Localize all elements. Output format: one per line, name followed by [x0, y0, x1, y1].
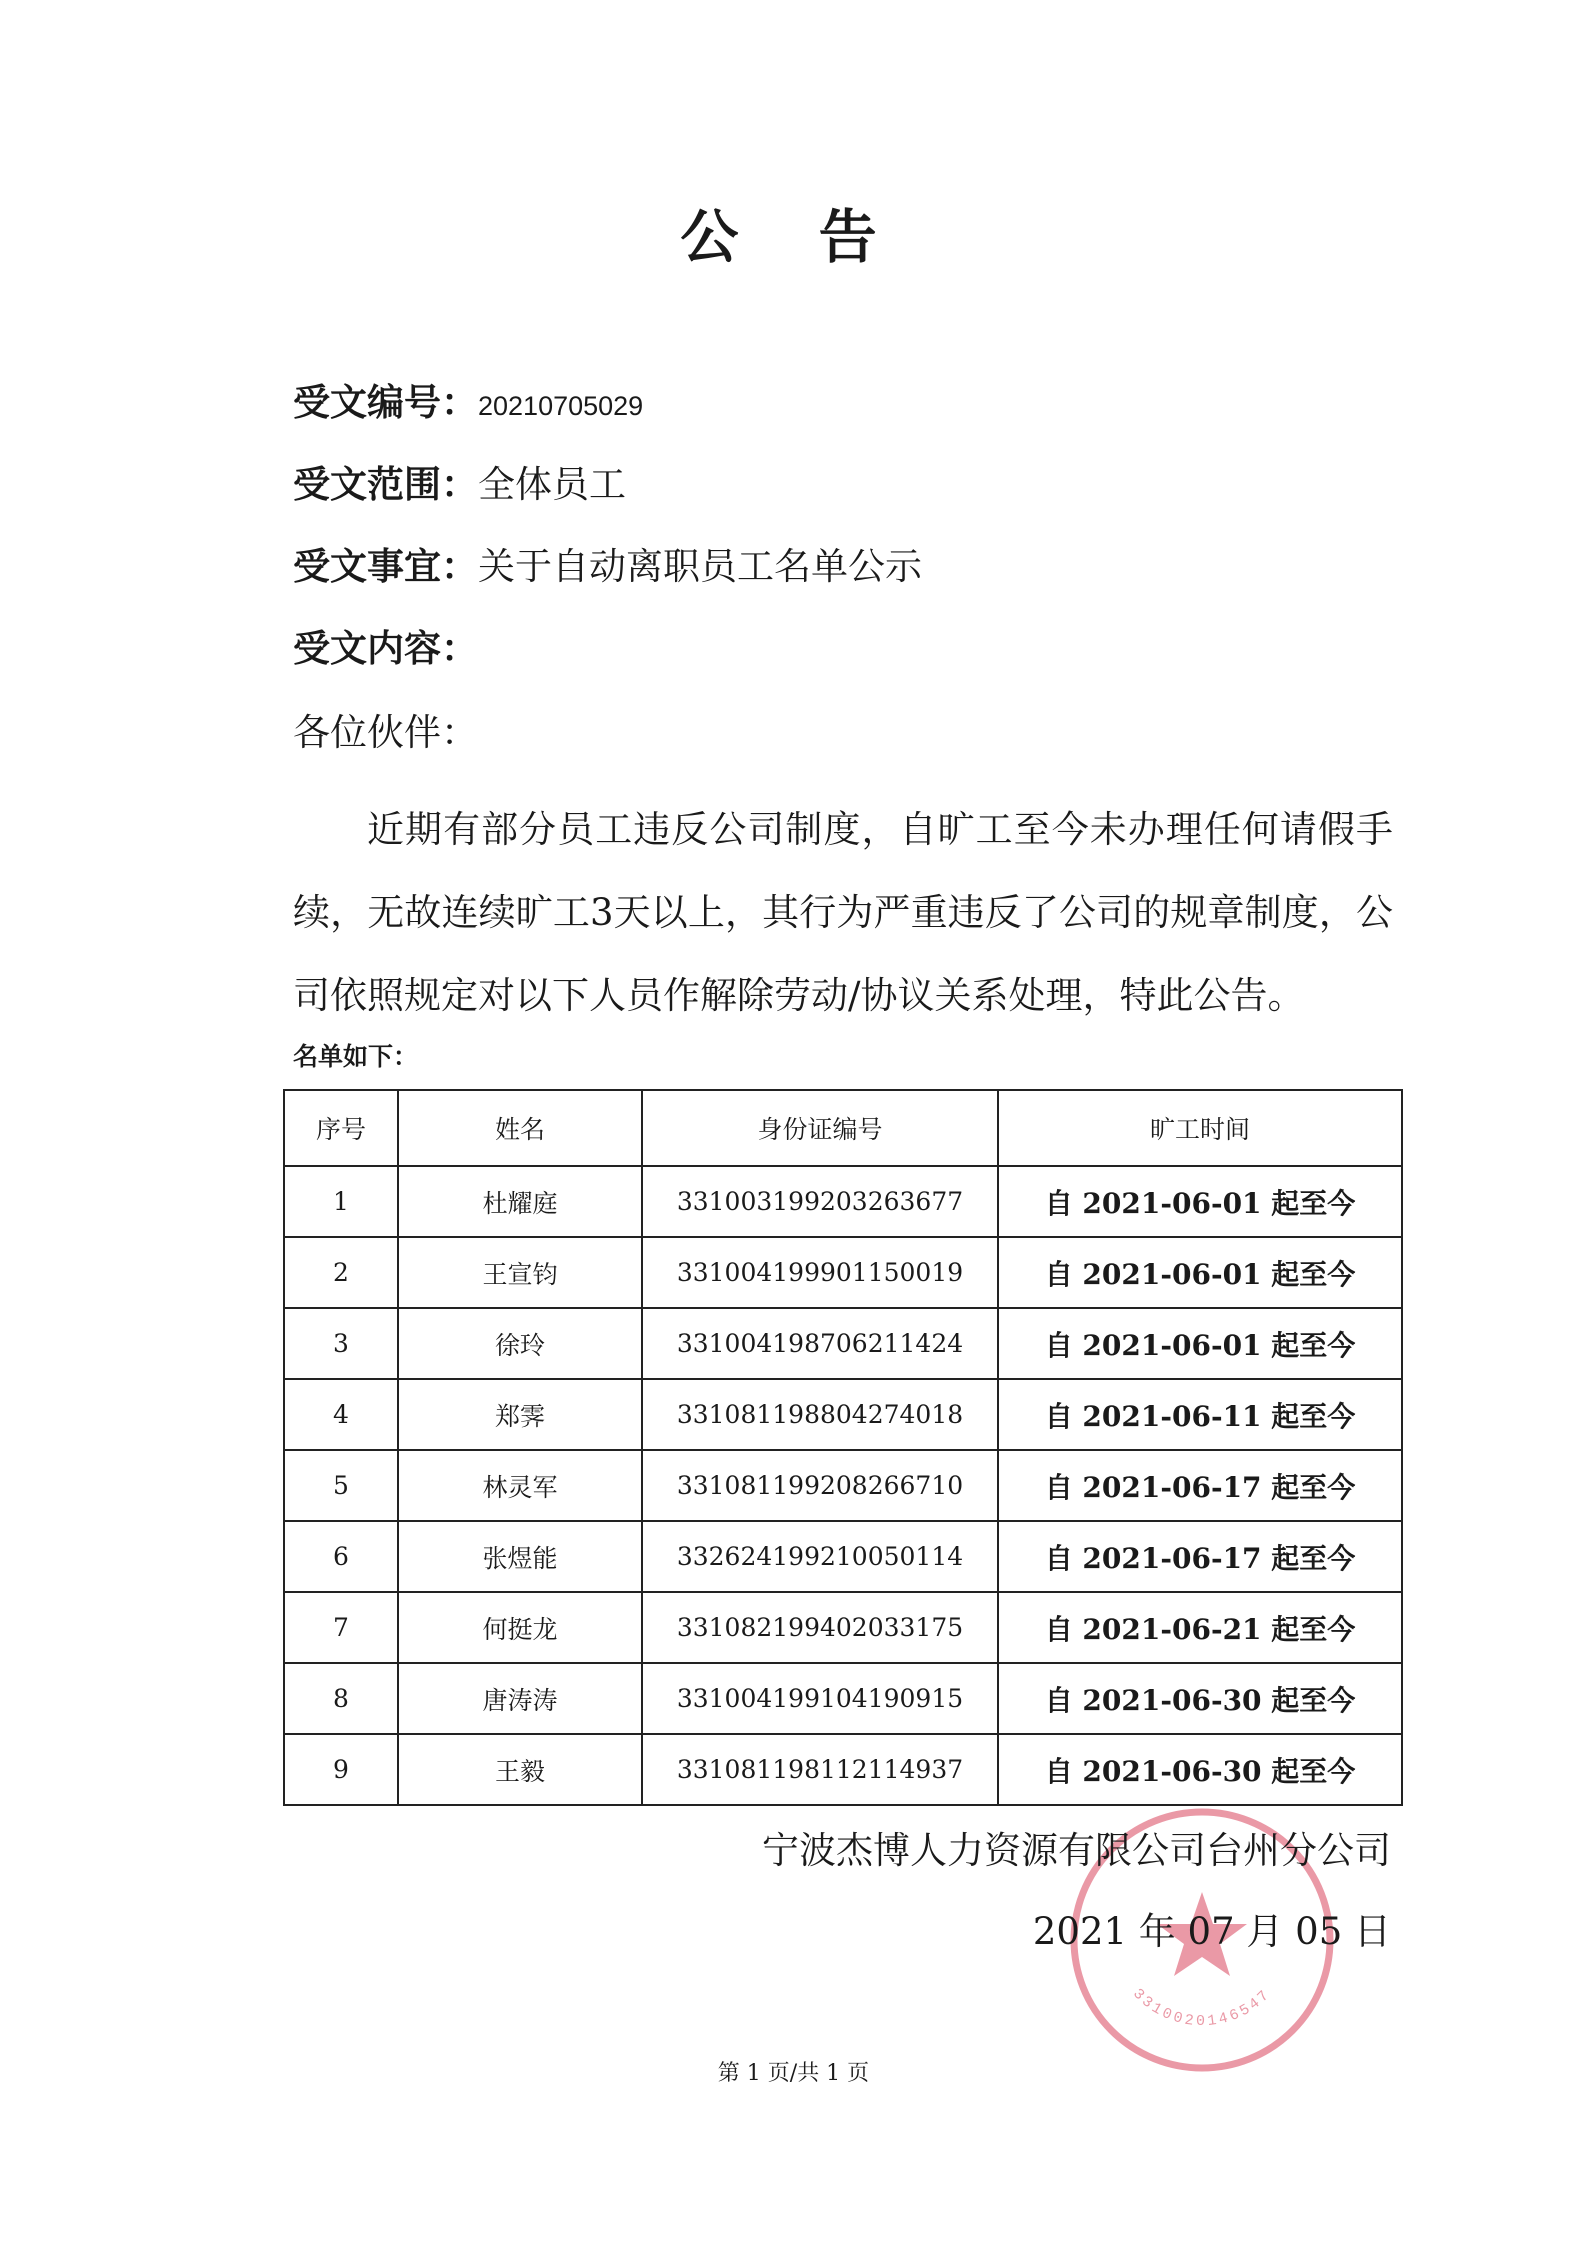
cell-id-number: 331003199203263677	[642, 1166, 998, 1237]
cell-index: 1	[284, 1166, 398, 1237]
cell-name: 杜耀庭	[398, 1166, 642, 1237]
cell-absence-time: 自 2021-06-01 起至今	[998, 1237, 1402, 1308]
field-value: 关于自动离职员工名单公示	[478, 545, 922, 588]
cell-id-number: 331081198804274018	[642, 1379, 998, 1450]
cell-index: 9	[284, 1734, 398, 1805]
cell-id-number: 331082199402033175	[642, 1592, 998, 1663]
cell-id-number: 331081199208266710	[642, 1450, 998, 1521]
cell-name: 何挺龙	[398, 1592, 642, 1663]
field-doc-number	[293, 378, 643, 431]
field-value: 20210705029	[478, 391, 644, 421]
field-value: 全体员工	[478, 463, 626, 506]
table-row	[284, 1663, 1402, 1734]
table-row	[284, 1450, 1402, 1521]
header-absence-time: 旷工时间	[998, 1090, 1402, 1166]
cell-id-number: 332624199210050114	[642, 1521, 998, 1592]
cell-id-number: 331081198112114937	[642, 1734, 998, 1805]
cell-name: 王宣钧	[398, 1237, 642, 1308]
table-row	[284, 1734, 1402, 1805]
field-content	[293, 624, 478, 674]
cell-absence-time: 自 2021-06-17 起至今	[998, 1450, 1402, 1521]
cell-id-number: 331004199901150019	[642, 1237, 998, 1308]
table-row	[284, 1308, 1402, 1379]
employee-table	[283, 1089, 1403, 1806]
cell-name: 林灵军	[398, 1450, 642, 1521]
cell-absence-time: 自 2021-06-30 起至今	[998, 1663, 1402, 1734]
cell-index: 4	[284, 1379, 398, 1450]
cell-index: 2	[284, 1237, 398, 1308]
table-row	[284, 1521, 1402, 1592]
cell-index: 7	[284, 1592, 398, 1663]
page-footer: 第 1 页/共 1 页	[717, 2061, 870, 2086]
cell-name: 郑霁	[398, 1379, 642, 1450]
cell-index: 8	[284, 1663, 398, 1734]
cell-name: 徐玲	[398, 1308, 642, 1379]
cell-index: 6	[284, 1521, 398, 1592]
cell-name: 唐涛涛	[398, 1663, 642, 1734]
list-label: 名单如下：	[293, 1042, 419, 1071]
body-paragraph: 近期有部分员工违反公司制度，自旷工至今未办理任何请假手续，无故连续旷工3天以上，其行为严重违反了公司的规章制度，公司依照规定对以下人员作解除劳动/协议关系处理，特此公告。	[293, 808, 1393, 1017]
header-id-number: 身份证编号	[642, 1090, 998, 1166]
cell-name: 张煜能	[398, 1521, 642, 1592]
cell-name: 王毅	[398, 1734, 642, 1805]
cell-absence-time: 自 2021-06-11 起至今	[998, 1379, 1402, 1450]
cell-index: 3	[284, 1308, 398, 1379]
cell-id-number: 331004198706211424	[642, 1308, 998, 1379]
signature-company: 宁波杰博人力资源有限公司台州分公司	[762, 1829, 1391, 1872]
field-label: 受文内容：	[293, 627, 478, 670]
table-row	[284, 1237, 1402, 1308]
field-subject	[293, 542, 922, 592]
cell-index: 5	[284, 1450, 398, 1521]
table-row	[284, 1379, 1402, 1450]
cell-absence-time: 自 2021-06-21 起至今	[998, 1592, 1402, 1663]
field-label: 受文范围：	[293, 463, 478, 506]
cell-absence-time: 自 2021-06-01 起至今	[998, 1308, 1402, 1379]
cell-absence-time: 自 2021-06-01 起至今	[998, 1166, 1402, 1237]
field-scope	[293, 460, 626, 510]
cell-absence-time: 自 2021-06-30 起至今	[998, 1734, 1402, 1805]
header-index: 序号	[284, 1090, 398, 1166]
field-label: 受文编号：	[293, 381, 478, 424]
salutation: 各位伙伴：	[293, 711, 478, 754]
document-title: 公 告	[680, 203, 907, 271]
cell-absence-time: 自 2021-06-17 起至今	[998, 1521, 1402, 1592]
signature-date: 2021 年 07 月 05 日	[1032, 1910, 1391, 1953]
header-name: 姓名	[398, 1090, 642, 1166]
table-row	[284, 1166, 1402, 1237]
cell-id-number: 331004199104190915	[642, 1663, 998, 1734]
table-row	[284, 1592, 1402, 1663]
seal-number: 3310020146547	[1129, 1985, 1275, 2031]
table-header-row	[284, 1090, 1402, 1166]
field-label: 受文事宜：	[293, 545, 478, 588]
